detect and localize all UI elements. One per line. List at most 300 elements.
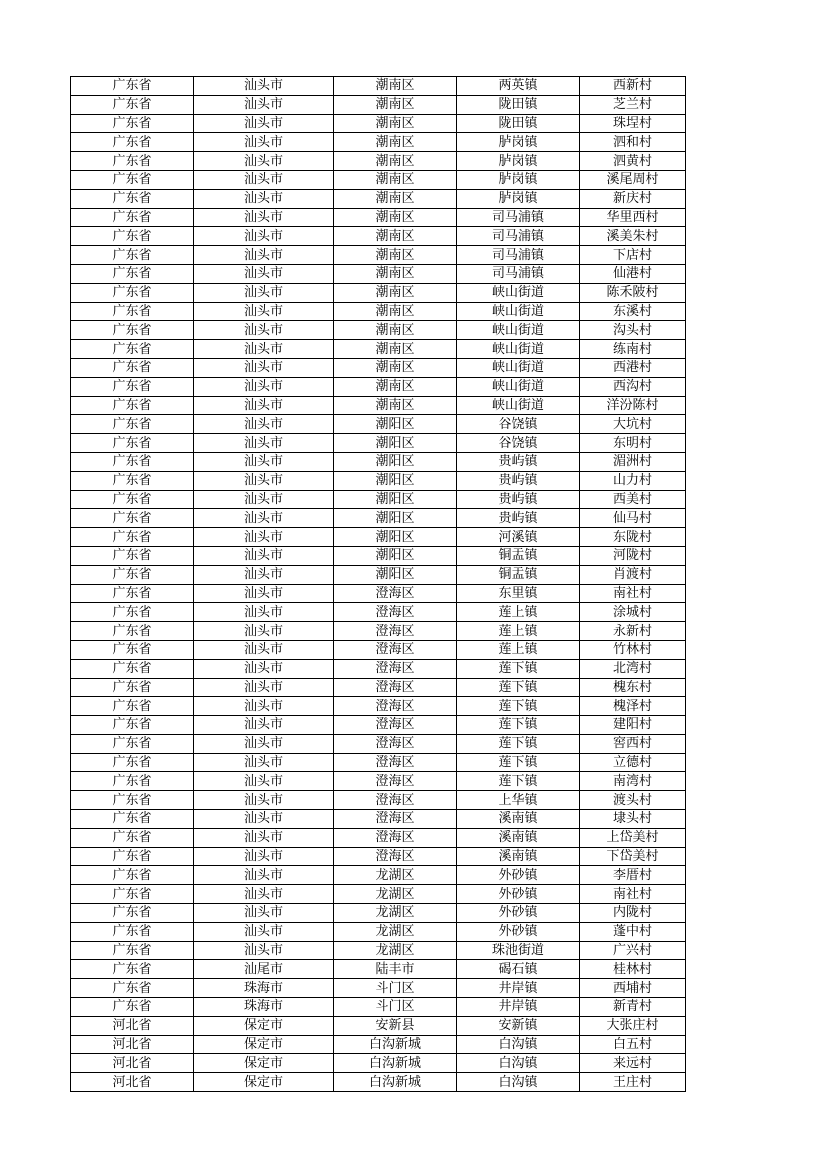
district-cell: 潮南区 [334,302,457,321]
village-cell: 埭头村 [580,810,686,829]
town-cell: 溪南镇 [457,810,580,829]
town-cell: 白沟镇 [457,1035,580,1054]
table-row [71,941,686,960]
table-row [71,490,686,509]
province-cell: 广东省 [71,77,194,96]
district-cell: 龙湖区 [334,866,457,885]
city-cell: 汕头市 [194,828,334,847]
village-cell: 东陇村 [580,528,686,547]
province-cell: 广东省 [71,753,194,772]
town-cell: 司马浦镇 [457,208,580,227]
table-row [71,321,686,340]
town-cell: 贵屿镇 [457,509,580,528]
district-cell: 潮阳区 [334,546,457,565]
city-cell: 汕头市 [194,716,334,735]
table-row [71,95,686,114]
province-cell: 广东省 [71,283,194,302]
table-row [71,1073,686,1092]
town-cell: 莲下镇 [457,753,580,772]
town-cell: 溪南镇 [457,828,580,847]
table-row [71,1035,686,1054]
table-row [71,1016,686,1035]
province-cell: 广东省 [71,622,194,641]
town-cell: 谷饶镇 [457,434,580,453]
city-cell: 珠海市 [194,979,334,998]
province-cell: 广东省 [71,734,194,753]
town-cell: 东里镇 [457,584,580,603]
province-cell: 广东省 [71,885,194,904]
city-cell: 汕头市 [194,509,334,528]
district-cell: 潮南区 [334,77,457,96]
village-cell: 溪尾周村 [580,170,686,189]
city-cell: 汕头市 [194,904,334,923]
town-cell: 安新镇 [457,1016,580,1035]
town-cell: 白沟镇 [457,1054,580,1073]
town-cell: 贵屿镇 [457,471,580,490]
city-cell: 汕头市 [194,922,334,941]
village-cell: 蓬中村 [580,922,686,941]
town-cell: 铜盂镇 [457,546,580,565]
table-row [71,152,686,171]
city-cell: 汕头市 [194,396,334,415]
province-cell: 广东省 [71,979,194,998]
district-cell: 潮阳区 [334,565,457,584]
table-row [71,452,686,471]
village-cell: 练南村 [580,340,686,359]
table-row [71,509,686,528]
district-cell: 安新县 [334,1016,457,1035]
province-cell: 广东省 [71,434,194,453]
province-cell: 广东省 [71,772,194,791]
province-cell: 广东省 [71,95,194,114]
town-cell: 贵屿镇 [457,452,580,471]
village-cell: 泗和村 [580,133,686,152]
district-cell: 潮南区 [334,152,457,171]
village-cell: 湄洲村 [580,452,686,471]
village-cell: 北湾村 [580,659,686,678]
table-row [71,114,686,133]
district-cell: 澄海区 [334,697,457,716]
table-row [71,302,686,321]
table-row [71,565,686,584]
table-row [71,227,686,246]
city-cell: 汕头市 [194,528,334,547]
city-cell: 汕头市 [194,77,334,96]
village-cell: 陈禾陂村 [580,283,686,302]
district-cell: 潮南区 [334,189,457,208]
table-row [71,189,686,208]
province-cell: 广东省 [71,922,194,941]
village-cell: 东明村 [580,434,686,453]
table-row [71,584,686,603]
city-cell: 汕头市 [194,772,334,791]
district-cell: 澄海区 [334,678,457,697]
table-row [71,170,686,189]
town-cell: 外砂镇 [457,922,580,941]
city-cell: 汕头市 [194,246,334,265]
city-cell: 保定市 [194,1054,334,1073]
province-cell: 广东省 [71,659,194,678]
city-cell: 汕头市 [194,622,334,641]
town-cell: 莲下镇 [457,772,580,791]
village-cell: 芝兰村 [580,95,686,114]
district-cell: 龙湖区 [334,885,457,904]
district-cell: 潮南区 [334,283,457,302]
province-cell: 广东省 [71,697,194,716]
city-cell: 保定市 [194,1016,334,1035]
city-cell: 汕头市 [194,810,334,829]
district-cell: 潮南区 [334,208,457,227]
city-cell: 汕头市 [194,208,334,227]
town-cell: 外砂镇 [457,885,580,904]
town-cell: 峡山街道 [457,340,580,359]
district-cell: 潮南区 [334,95,457,114]
town-cell: 峡山街道 [457,283,580,302]
province-cell: 广东省 [71,377,194,396]
village-cell: 洋汾陈村 [580,396,686,415]
town-cell: 峡山街道 [457,321,580,340]
district-cell: 澄海区 [334,584,457,603]
district-cell: 潮南区 [334,227,457,246]
province-cell: 广东省 [71,452,194,471]
table-row [71,772,686,791]
table-row [71,979,686,998]
town-cell: 外砂镇 [457,866,580,885]
city-cell: 汕头市 [194,546,334,565]
province-cell: 广东省 [71,546,194,565]
province-cell: 广东省 [71,264,194,283]
district-cell: 潮南区 [334,340,457,359]
city-cell: 汕头市 [194,133,334,152]
province-cell: 广东省 [71,866,194,885]
town-cell: 碣石镇 [457,960,580,979]
table-row [71,866,686,885]
district-cell: 潮阳区 [334,471,457,490]
table-row [71,415,686,434]
district-cell: 澄海区 [334,828,457,847]
district-cell: 潮南区 [334,264,457,283]
town-cell: 陇田镇 [457,114,580,133]
town-cell: 司马浦镇 [457,246,580,265]
table-row [71,622,686,641]
town-cell: 溪南镇 [457,847,580,866]
town-cell: 峡山街道 [457,377,580,396]
village-cell: 桂林村 [580,960,686,979]
town-cell: 司马浦镇 [457,227,580,246]
village-cell: 内陇村 [580,904,686,923]
city-cell: 汕头市 [194,471,334,490]
province-cell: 河北省 [71,1035,194,1054]
village-cell: 竹林村 [580,640,686,659]
city-cell: 汕头市 [194,584,334,603]
district-cell: 白沟新城 [334,1054,457,1073]
town-cell: 莲上镇 [457,622,580,641]
table-row [71,716,686,735]
city-cell: 汕头市 [194,847,334,866]
village-cell: 南社村 [580,584,686,603]
table-row [71,640,686,659]
district-cell: 澄海区 [334,640,457,659]
district-cell: 澄海区 [334,847,457,866]
city-cell: 汕头市 [194,753,334,772]
province-cell: 广东省 [71,528,194,547]
table-row [71,753,686,772]
city-cell: 珠海市 [194,998,334,1017]
district-cell: 潮阳区 [334,490,457,509]
city-cell: 汕头市 [194,603,334,622]
village-cell: 来远村 [580,1054,686,1073]
town-cell: 莲上镇 [457,603,580,622]
table-row [71,960,686,979]
district-cell: 潮阳区 [334,528,457,547]
city-cell: 汕头市 [194,791,334,810]
city-cell: 汕头市 [194,678,334,697]
city-cell: 汕头市 [194,283,334,302]
village-cell: 渡头村 [580,791,686,810]
village-cell: 广兴村 [580,941,686,960]
town-cell: 峡山街道 [457,396,580,415]
province-cell: 广东省 [71,716,194,735]
table-row [71,1054,686,1073]
village-cell: 下店村 [580,246,686,265]
district-cell: 潮南区 [334,321,457,340]
town-cell: 谷饶镇 [457,415,580,434]
city-cell: 汕头市 [194,866,334,885]
village-cell: 大张庄村 [580,1016,686,1035]
town-cell: 胪岗镇 [457,170,580,189]
city-cell: 保定市 [194,1073,334,1092]
table-row [71,697,686,716]
town-cell: 莲下镇 [457,697,580,716]
table-row [71,847,686,866]
village-cell: 永新村 [580,622,686,641]
district-cell: 龙湖区 [334,922,457,941]
town-cell: 外砂镇 [457,904,580,923]
city-cell: 汕头市 [194,152,334,171]
city-cell: 汕头市 [194,95,334,114]
province-cell: 广东省 [71,678,194,697]
district-cell: 陆丰市 [334,960,457,979]
city-cell: 汕尾市 [194,960,334,979]
district-cell: 潮阳区 [334,509,457,528]
district-cell: 斗门区 [334,998,457,1017]
village-cell: 西埔村 [580,979,686,998]
city-cell: 汕头市 [194,377,334,396]
city-cell: 汕头市 [194,114,334,133]
table-row [71,377,686,396]
village-cell: 上岱美村 [580,828,686,847]
city-cell: 汕头市 [194,302,334,321]
city-cell: 汕头市 [194,941,334,960]
town-cell: 胪岗镇 [457,189,580,208]
table-row [71,133,686,152]
province-cell: 广东省 [71,998,194,1017]
town-cell: 峡山街道 [457,358,580,377]
town-cell: 珠池街道 [457,941,580,960]
table-row [71,885,686,904]
village-cell: 新庆村 [580,189,686,208]
district-cell: 潮阳区 [334,452,457,471]
district-cell: 潮阳区 [334,415,457,434]
town-cell: 胪岗镇 [457,133,580,152]
village-cell: 泗黄村 [580,152,686,171]
village-cell: 肖渡村 [580,565,686,584]
district-cell: 澄海区 [334,603,457,622]
province-cell: 广东省 [71,208,194,227]
village-cell: 槐泽村 [580,697,686,716]
village-cell: 大坑村 [580,415,686,434]
city-cell: 汕头市 [194,321,334,340]
village-cell: 东溪村 [580,302,686,321]
village-cell: 下岱美村 [580,847,686,866]
province-cell: 广东省 [71,828,194,847]
table-row [71,810,686,829]
town-cell: 白沟镇 [457,1073,580,1092]
village-cell: 山力村 [580,471,686,490]
village-cell: 涂城村 [580,603,686,622]
table-body [71,77,686,1092]
town-cell: 贵屿镇 [457,490,580,509]
village-cell: 仙马村 [580,509,686,528]
town-cell: 莲下镇 [457,716,580,735]
table-row [71,734,686,753]
village-cell: 沟头村 [580,321,686,340]
city-cell: 汕头市 [194,340,334,359]
village-cell: 南湾村 [580,772,686,791]
village-cell: 华里西村 [580,208,686,227]
province-cell: 广东省 [71,340,194,359]
town-cell: 上华镇 [457,791,580,810]
province-cell: 广东省 [71,170,194,189]
village-cell: 王庄村 [580,1073,686,1092]
village-cell: 西港村 [580,358,686,377]
province-cell: 广东省 [71,904,194,923]
province-cell: 广东省 [71,396,194,415]
table-row [71,208,686,227]
village-cell: 窖西村 [580,734,686,753]
district-cell: 澄海区 [334,791,457,810]
table-row [71,264,686,283]
table-row [71,922,686,941]
village-cell: 溪美朱村 [580,227,686,246]
village-cell: 珠埕村 [580,114,686,133]
city-cell: 汕头市 [194,452,334,471]
table-row [71,528,686,547]
table-row [71,603,686,622]
city-cell: 汕头市 [194,358,334,377]
table-row [71,791,686,810]
table-row [71,659,686,678]
district-cell: 澄海区 [334,622,457,641]
province-cell: 广东省 [71,565,194,584]
city-cell: 汕头市 [194,189,334,208]
village-cell: 槐东村 [580,678,686,697]
district-cell: 潮阳区 [334,434,457,453]
town-cell: 铜盂镇 [457,565,580,584]
district-cell: 白沟新城 [334,1073,457,1092]
table-row [71,904,686,923]
table-row [71,546,686,565]
town-cell: 峡山街道 [457,302,580,321]
province-cell: 河北省 [71,1016,194,1035]
district-cell: 白沟新城 [334,1035,457,1054]
village-cell: 建阳村 [580,716,686,735]
town-cell: 莲上镇 [457,640,580,659]
table-row [71,434,686,453]
city-cell: 汕头市 [194,697,334,716]
province-cell: 广东省 [71,358,194,377]
city-cell: 汕头市 [194,885,334,904]
city-cell: 汕头市 [194,170,334,189]
province-cell: 广东省 [71,246,194,265]
village-cell: 西沟村 [580,377,686,396]
district-cell: 潮南区 [334,358,457,377]
city-cell: 汕头市 [194,227,334,246]
province-cell: 广东省 [71,640,194,659]
table-row [71,471,686,490]
district-cell: 澄海区 [334,659,457,678]
city-cell: 汕头市 [194,640,334,659]
district-cell: 斗门区 [334,979,457,998]
province-cell: 广东省 [71,960,194,979]
town-cell: 莲下镇 [457,734,580,753]
city-cell: 汕头市 [194,490,334,509]
province-cell: 广东省 [71,603,194,622]
town-cell: 莲下镇 [457,659,580,678]
city-cell: 汕头市 [194,659,334,678]
province-cell: 广东省 [71,321,194,340]
city-cell: 汕头市 [194,734,334,753]
village-cell: 南社村 [580,885,686,904]
province-cell: 广东省 [71,941,194,960]
village-cell: 新青村 [580,998,686,1017]
district-cell: 澄海区 [334,753,457,772]
table-row [71,246,686,265]
province-cell: 广东省 [71,847,194,866]
town-cell: 莲下镇 [457,678,580,697]
district-cell: 潮南区 [334,377,457,396]
table-row [71,998,686,1017]
village-cell: 立德村 [580,753,686,772]
district-cell: 潮南区 [334,246,457,265]
town-cell: 司马浦镇 [457,264,580,283]
village-cell: 西新村 [580,77,686,96]
town-cell: 井岸镇 [457,979,580,998]
table-row [71,396,686,415]
province-cell: 广东省 [71,471,194,490]
city-cell: 保定市 [194,1035,334,1054]
city-cell: 汕头市 [194,415,334,434]
town-cell: 河溪镇 [457,528,580,547]
district-cell: 澄海区 [334,716,457,735]
table-row [71,283,686,302]
province-cell: 广东省 [71,152,194,171]
village-table [70,76,686,1092]
province-cell: 广东省 [71,791,194,810]
district-cell: 龙湖区 [334,904,457,923]
district-cell: 潮南区 [334,133,457,152]
district-cell: 潮南区 [334,170,457,189]
province-cell: 广东省 [71,415,194,434]
province-cell: 广东省 [71,509,194,528]
district-cell: 澄海区 [334,810,457,829]
province-cell: 广东省 [71,810,194,829]
district-cell: 龙湖区 [334,941,457,960]
town-cell: 两英镇 [457,77,580,96]
district-cell: 澄海区 [334,772,457,791]
table-row [71,358,686,377]
district-cell: 澄海区 [334,734,457,753]
